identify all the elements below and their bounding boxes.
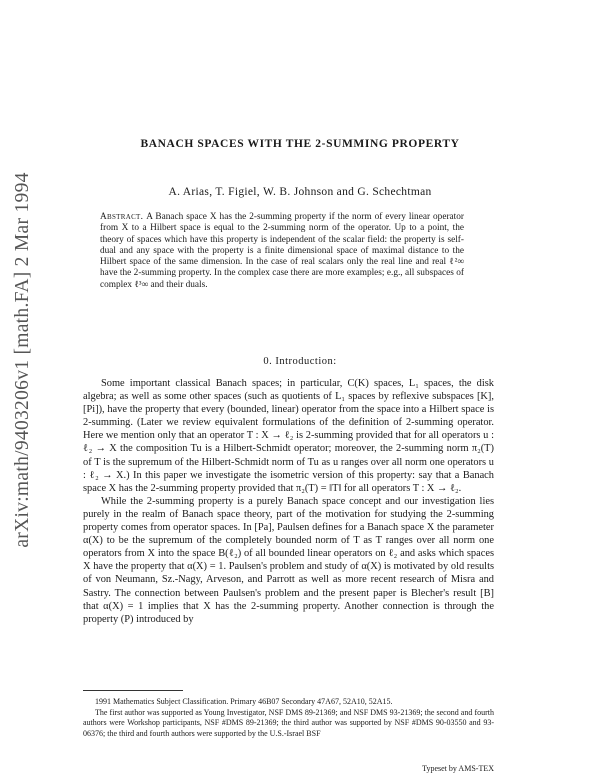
section-heading <box>60 356 540 367</box>
footnote-rule <box>83 690 183 691</box>
abstract-label: Abstract. <box>100 212 144 222</box>
section-number: 0. <box>263 356 273 367</box>
typeset-footer: Typeset by AMS-TEX <box>422 764 494 773</box>
section-title: Introduction: <box>275 356 337 367</box>
paper-title: BANACH SPACES WITH THE 2-SUMMING PROPERTY <box>140 138 460 150</box>
paragraph: While the 2-summing property is a purely Banach space concept and our investigation lies purely in the realm of Banach space theory, part of the motivation for studying the 2-summing property comes from operator spaces. In [Pa], Paulsen defines for a Banach space X the parameter α(X) to be the supremum of the completely bounded norm of T as T ranges over all norm one operators from X into the space B(ℓ₂) of all bounded linear operators on ℓ₂ and asks which spaces X have the property that α(X) = 1. Paulsen's problem and study of α(X) is motivated by old results of von Neumann, Sz.-Nagy, Arveson, and Parrott as well as more recent research of Misra and Sastry. The connection between Paulsen's problem and the present paper is Blecher's result [B] that α(X) = 1 implies that X has the 2-summing property. Another connection is through the property (P) introduced by <box>83 495 494 625</box>
footnote-support: The first author was supported as Young Investigator, NSF DMS 89-21369; and NSF DMS 93-21369; the second and fourth authors were Workshop participants, NSF #DMS 89-21369; the third author was supported by NSF #DMS 90-03550 and 93-06376; the third and fourth authors were supported by the U.S.-Israel BSF <box>83 707 494 738</box>
paper-authors: A. Arias, T. Figiel, W. B. Johnson and G. Schechtman <box>168 186 432 198</box>
arxiv-stamp <box>6 150 40 570</box>
abstract <box>100 212 464 291</box>
arxiv-identifier: arXiv:math/9403206v1 [math.FA] 2 Mar 1994 <box>12 172 33 548</box>
footnote-msc: 1991 Mathematics Subject Classification. Primary 46B07 Secondary 47A67, 52A10, 52A15. <box>95 697 393 706</box>
abstract-text: A Banach space X has the 2-summing property if the norm of every linear operator from X to a Hilbert space is equal to the 2-summing norm of the operator. Up to a point, the theory of spaces which have this property is independent of the scalar field: the property is self-dual and any space with the property is a finite dimensional space of maximal distance to the Hilbert space of the same dimension. In the case of real scalars only the real line and real ℓ²∞ have the 2-summing property. In the complex case there are more examples; e.g., all subspaces of complex ℓ³∞ and their duals. <box>100 212 464 290</box>
paragraph: Some important classical Banach spaces; in particular, C(K) spaces, L₁ spaces, the disk algebra; as well as some other spaces (such as quotients of L₁ spaces by reflexive subspaces [K], [Pi]), have the property that every (bounded, linear) operator from the space into a Hilbert space is 2-summing. (Later we review equivalent formulations of the definition of 2-summing operator. Here we mention only that an operator T : X → ℓ₂ is 2-summing provided that for all operators u : ℓ₂ → X the composition Tu is a Hilbert-Schmidt operator; moreover, the 2-summing norm π₂(T) of T is the supremum of the Hilbert-Schmidt norm of Tu as u ranges over all norm one operators u : ℓ₂ → X.) In this paper we investigate the isometric version of this property: say that a Banach space X has the 2-summing property provided that π₂(T) = ‖T‖ for all operators T : X → ℓ₂. <box>83 378 494 494</box>
body-text <box>83 377 494 626</box>
footnotes <box>83 697 494 739</box>
